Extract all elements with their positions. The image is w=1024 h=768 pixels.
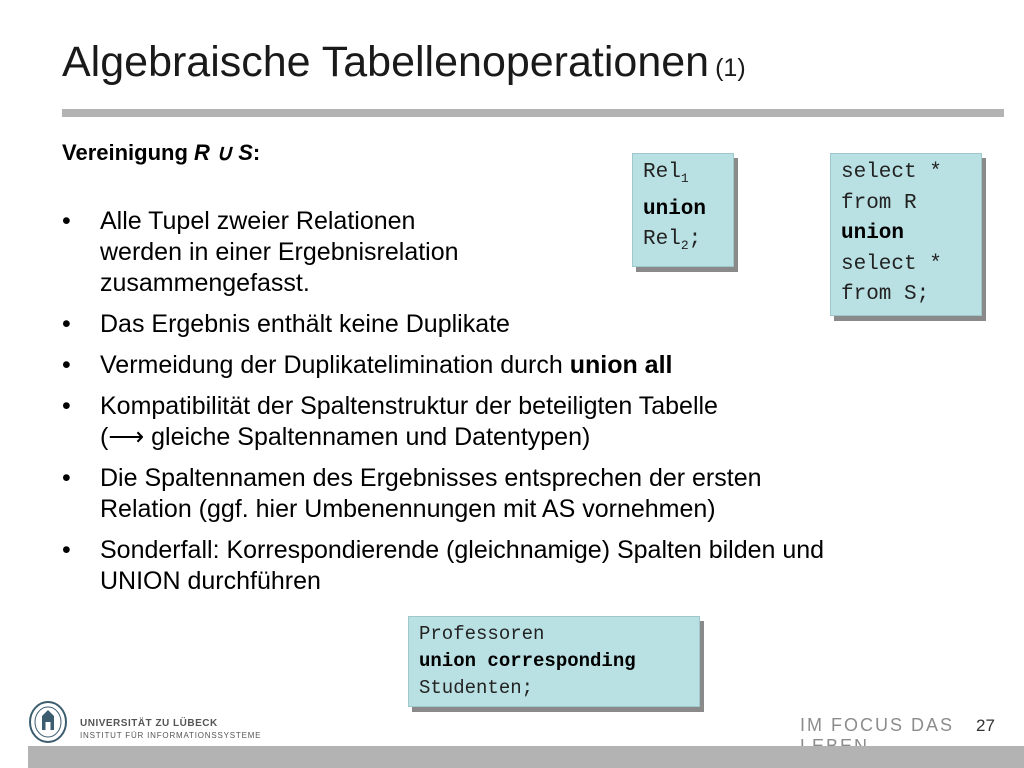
bullet-item xyxy=(62,309,824,340)
code-text: ; xyxy=(688,228,702,252)
code-box-union xyxy=(632,153,734,267)
bullet-item xyxy=(62,391,824,453)
bullet-text: (⟶ gleiche Spaltennamen und Datentypen) xyxy=(100,423,591,451)
heading-formula: R ∪ S xyxy=(194,140,253,165)
university-seal-icon xyxy=(28,700,68,744)
code-subscript: 2 xyxy=(680,238,689,254)
title-divider xyxy=(62,109,1004,117)
bullet-icon: • xyxy=(62,392,71,420)
bullet-text: Relation (ggf. hier Umbenennungen mit AS vornehmen) xyxy=(100,495,716,523)
bullet-icon: • xyxy=(62,464,71,492)
code-line xyxy=(643,158,723,195)
code-line: select * xyxy=(841,252,942,276)
bullet-item xyxy=(62,350,824,381)
code-keyword: union corresponding xyxy=(419,650,636,672)
code-box-sql-union xyxy=(830,153,982,316)
code-line: Studenten; xyxy=(419,677,534,699)
code-text: Rel xyxy=(643,228,681,252)
heading-colon: : xyxy=(252,140,261,165)
code-box-union-corresponding xyxy=(408,616,700,707)
bullet-icon: • xyxy=(62,351,71,379)
code-keyword: union xyxy=(841,222,905,245)
slide-title-main: Algebraische Tabellenoperationen xyxy=(62,38,710,86)
section-heading xyxy=(62,140,260,166)
code-text: Rel xyxy=(643,161,681,184)
bullet-keyword: union all xyxy=(569,351,673,379)
bullet-text: Sonderfall: Korrespondierende (gleichnamige) Spalten bilden und xyxy=(100,536,825,564)
page-number: 27 xyxy=(976,716,995,735)
bullet-text xyxy=(100,350,824,381)
footer-bar xyxy=(28,746,1024,768)
bullet-text: werden in einer Ergebnisrelation xyxy=(100,238,459,266)
university-name: UNIVERSITÄT ZU LÜBECK xyxy=(80,718,218,729)
bullet-text: zusammengefasst. xyxy=(100,269,310,297)
institute-name: INSTITUT FÜR INFORMATIONSSYSTEME xyxy=(80,731,262,740)
code-line: from S; xyxy=(841,283,930,306)
footer-motto: IM FOCUS DAS xyxy=(800,715,955,735)
bullet-icon: • xyxy=(62,207,71,235)
code-line: Professoren xyxy=(419,623,545,645)
code-line: from R xyxy=(841,191,917,215)
bullet-icon: • xyxy=(62,536,71,564)
bullet-text-plain: Vermeidung der Duplikatelimination durch xyxy=(100,351,570,379)
code-line xyxy=(643,225,723,262)
code-subscript: 1 xyxy=(680,171,689,187)
bullet-item xyxy=(62,535,824,597)
slide-title-number: (1) xyxy=(715,54,746,82)
bullet-icon: • xyxy=(62,310,71,338)
bullet-item xyxy=(62,463,824,525)
bullet-text: UNION durchführen xyxy=(100,567,321,595)
bullet-text: Das Ergebnis enthält keine Duplikate xyxy=(100,310,510,338)
code-keyword: union xyxy=(643,197,707,221)
bullet-text: Alle Tupel zweier Relationen xyxy=(100,207,416,235)
heading-label: Vereinigung xyxy=(62,140,195,165)
bullet-text: Die Spaltennamen des Ergebnisses entsprechen der ersten xyxy=(100,464,762,492)
slide-title xyxy=(62,38,746,87)
bullet-text: Kompatibilität der Spaltenstruktur der beteiligten Tabelle xyxy=(100,392,718,420)
code-line: select * xyxy=(841,161,942,184)
university-wordmark xyxy=(80,718,261,742)
